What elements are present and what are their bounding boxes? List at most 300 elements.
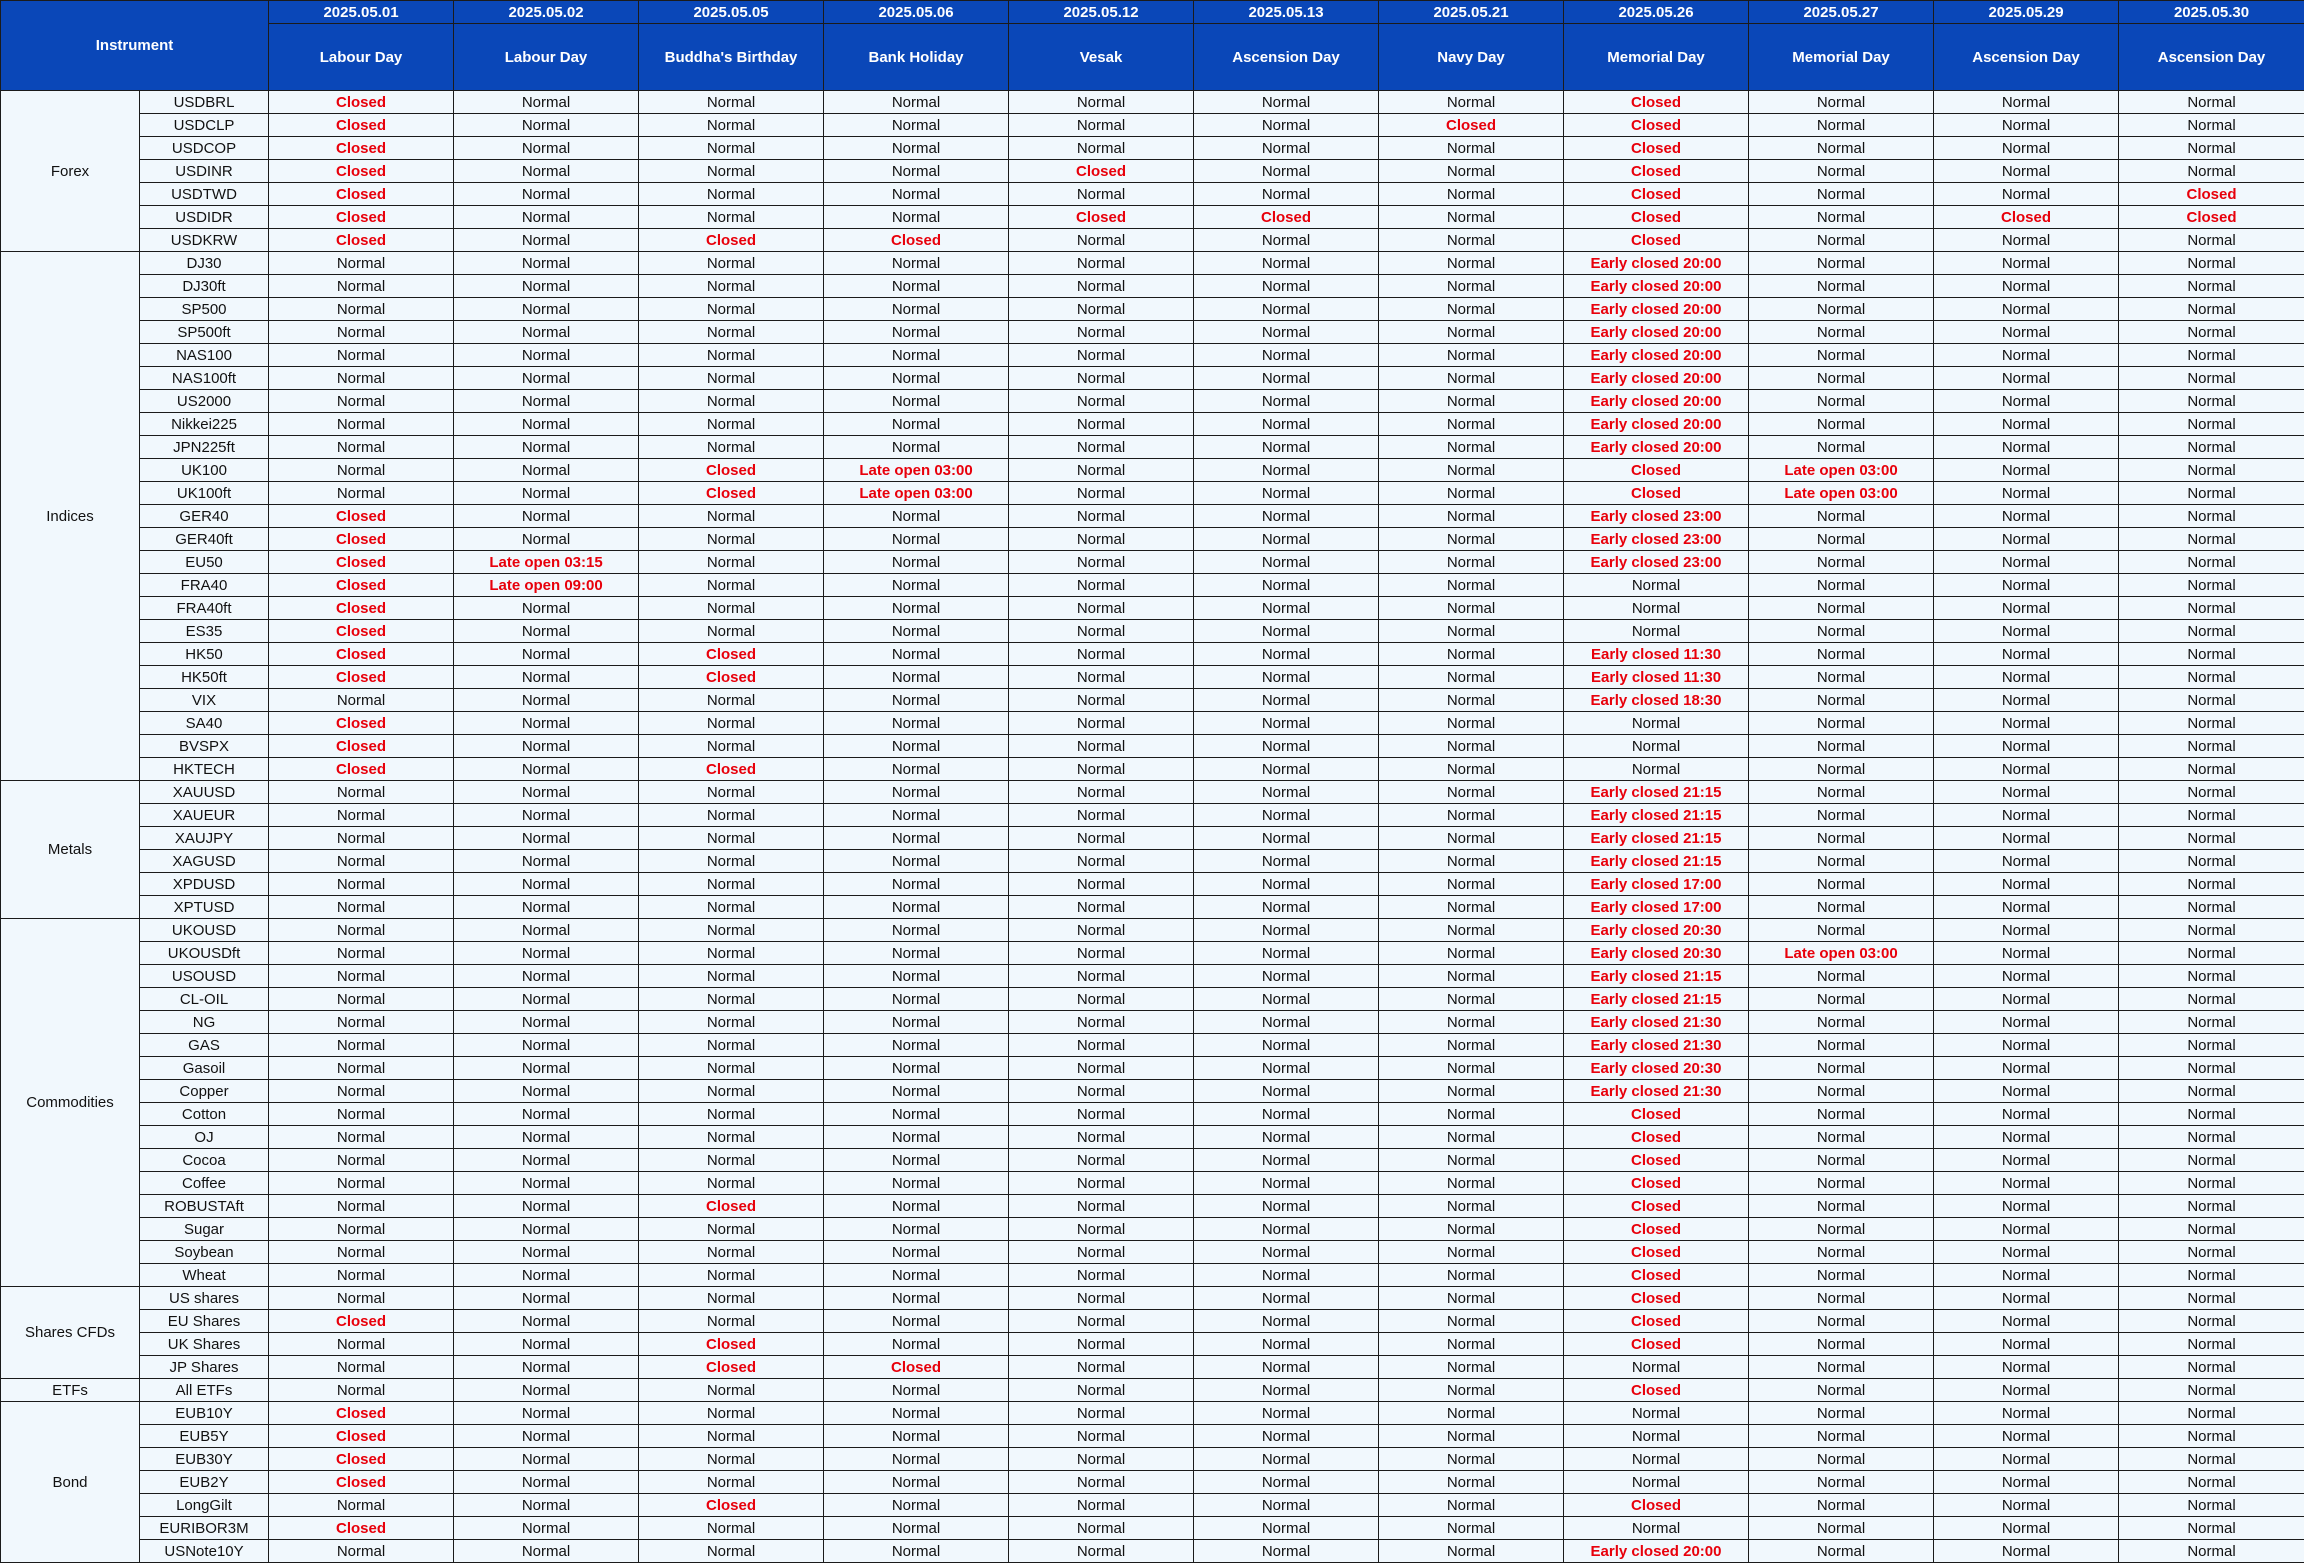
status-cell: Normal [1934, 344, 2119, 367]
status-cell: Normal [2119, 1494, 2304, 1517]
status-cell: Normal [454, 229, 639, 252]
status-cell: Normal [2119, 620, 2304, 643]
status-cell: Normal [2119, 551, 2304, 574]
status-cell: Early closed 20:00 [1564, 436, 1749, 459]
instrument-name: Nikkei225 [140, 413, 269, 436]
status-cell: Normal [454, 482, 639, 505]
status-cell: Normal [269, 873, 454, 896]
status-cell: Normal [269, 1264, 454, 1287]
status-cell: Normal [2119, 942, 2304, 965]
status-cell: Normal [1009, 1195, 1194, 1218]
table-row [1, 735, 2304, 758]
instrument-name: CL-OIL [140, 988, 269, 1011]
instrument-name: HKTECH [140, 758, 269, 781]
status-cell: Normal [1934, 965, 2119, 988]
status-cell: Normal [2119, 850, 2304, 873]
instrument-name: NG [140, 1011, 269, 1034]
status-cell: Normal [1749, 1333, 1934, 1356]
table-row [1, 1379, 2304, 1402]
status-cell: Normal [1379, 1103, 1564, 1126]
instrument-name: USDCOP [140, 137, 269, 160]
status-cell: Normal [1194, 528, 1379, 551]
status-cell: Closed [639, 1333, 824, 1356]
status-cell: Normal [1194, 183, 1379, 206]
status-cell: Normal [1749, 597, 1934, 620]
status-cell: Normal [1379, 1080, 1564, 1103]
status-cell: Normal [639, 1080, 824, 1103]
status-cell: Normal [1379, 597, 1564, 620]
status-cell: Normal [2119, 1333, 2304, 1356]
status-cell: Normal [824, 252, 1009, 275]
status-cell: Normal [454, 1057, 639, 1080]
status-cell: Closed [639, 643, 824, 666]
status-cell: Normal [1009, 551, 1194, 574]
status-cell: Normal [1934, 275, 2119, 298]
status-cell: Normal [1749, 505, 1934, 528]
status-cell: Normal [2119, 804, 2304, 827]
status-cell: Normal [1749, 1517, 1934, 1540]
status-cell: Normal [454, 1356, 639, 1379]
instrument-name: UK100ft [140, 482, 269, 505]
status-cell: Normal [824, 712, 1009, 735]
status-cell: Normal [2119, 597, 2304, 620]
status-cell: Closed [824, 229, 1009, 252]
status-cell: Normal [1934, 1471, 2119, 1494]
status-cell: Normal [1009, 482, 1194, 505]
status-cell: Normal [1194, 413, 1379, 436]
status-cell: Normal [639, 1264, 824, 1287]
table-row [1, 367, 2304, 390]
status-cell: Normal [454, 850, 639, 873]
status-cell: Normal [1379, 1402, 1564, 1425]
status-cell: Normal [1194, 804, 1379, 827]
status-cell: Closed [1564, 1333, 1749, 1356]
status-cell: Normal [639, 252, 824, 275]
status-cell: Normal [1379, 482, 1564, 505]
status-cell: Normal [1379, 1494, 1564, 1517]
instrument-name: XAUJPY [140, 827, 269, 850]
status-cell: Normal [454, 436, 639, 459]
status-cell: Normal [639, 735, 824, 758]
status-cell: Closed [639, 1195, 824, 1218]
table-row [1, 206, 2304, 229]
status-cell: Closed [1564, 1379, 1749, 1402]
status-cell: Normal [1379, 1241, 1564, 1264]
table-row [1, 1034, 2304, 1057]
status-cell: Normal [454, 643, 639, 666]
status-cell: Closed [1564, 229, 1749, 252]
instrument-name: XAGUSD [140, 850, 269, 873]
status-cell: Normal [269, 1494, 454, 1517]
status-cell: Early closed 20:00 [1564, 413, 1749, 436]
status-cell: Normal [2119, 91, 2304, 114]
status-cell: Normal [1934, 942, 2119, 965]
status-cell: Normal [1194, 666, 1379, 689]
table-row [1, 689, 2304, 712]
status-cell: Normal [1009, 850, 1194, 873]
status-cell: Normal [824, 942, 1009, 965]
instrument-name: UK Shares [140, 1333, 269, 1356]
status-cell: Normal [454, 666, 639, 689]
status-cell: Normal [269, 1149, 454, 1172]
status-cell: Normal [1749, 804, 1934, 827]
status-cell: Normal [1194, 1333, 1379, 1356]
status-cell: Normal [454, 114, 639, 137]
instrument-name: HK50ft [140, 666, 269, 689]
status-cell: Normal [1194, 643, 1379, 666]
status-cell: Normal [824, 988, 1009, 1011]
holiday-header: Navy Day [1379, 24, 1564, 91]
instrument-name: UK100 [140, 459, 269, 482]
status-cell: Normal [824, 413, 1009, 436]
status-cell: Closed [639, 482, 824, 505]
status-cell: Normal [1379, 827, 1564, 850]
status-cell: Normal [454, 1011, 639, 1034]
status-cell: Normal [1194, 1379, 1379, 1402]
status-cell: Normal [2119, 482, 2304, 505]
status-cell: Normal [1379, 436, 1564, 459]
status-cell: Normal [1194, 827, 1379, 850]
status-cell: Normal [1379, 1310, 1564, 1333]
status-cell: Normal [2119, 505, 2304, 528]
status-cell: Normal [1379, 160, 1564, 183]
status-cell: Normal [1379, 1218, 1564, 1241]
status-cell: Normal [1194, 712, 1379, 735]
instrument-header: Instrument [1, 1, 269, 91]
status-cell: Normal [1379, 528, 1564, 551]
status-cell: Late open 03:00 [824, 482, 1009, 505]
status-cell: Normal [1749, 137, 1934, 160]
status-cell: Closed [1564, 1494, 1749, 1517]
status-cell: Normal [1009, 114, 1194, 137]
status-cell: Normal [1009, 1057, 1194, 1080]
status-cell: Normal [1564, 597, 1749, 620]
status-cell: Normal [1749, 620, 1934, 643]
holiday-header: Labour Day [269, 24, 454, 91]
table-row [1, 528, 2304, 551]
status-cell: Normal [1934, 1517, 2119, 1540]
table-row [1, 275, 2304, 298]
status-cell: Normal [269, 689, 454, 712]
status-cell: Normal [639, 804, 824, 827]
status-cell: Normal [454, 252, 639, 275]
status-cell: Early closed 21:15 [1564, 827, 1749, 850]
status-cell: Normal [1749, 413, 1934, 436]
status-cell: Closed [2119, 183, 2304, 206]
status-cell: Normal [1009, 1425, 1194, 1448]
status-cell: Normal [1934, 781, 2119, 804]
status-cell: Normal [2119, 1241, 2304, 1264]
status-cell: Late open 03:00 [1749, 459, 1934, 482]
status-cell: Normal [454, 1103, 639, 1126]
status-cell: Normal [454, 758, 639, 781]
status-cell: Normal [1934, 1333, 2119, 1356]
date-header: 2025.05.30 [2119, 1, 2304, 24]
instrument-name: XAUEUR [140, 804, 269, 827]
status-cell: Normal [1194, 850, 1379, 873]
status-cell: Normal [1934, 873, 2119, 896]
status-cell: Normal [1934, 1310, 2119, 1333]
status-cell: Normal [1194, 1149, 1379, 1172]
status-cell: Normal [1194, 1540, 1379, 1563]
status-cell: Closed [1564, 1264, 1749, 1287]
status-cell: Normal [1009, 689, 1194, 712]
status-cell: Normal [1749, 390, 1934, 413]
status-cell: Closed [269, 1517, 454, 1540]
status-cell: Normal [1749, 1448, 1934, 1471]
status-cell: Early closed 21:15 [1564, 850, 1749, 873]
status-cell: Normal [1749, 850, 1934, 873]
status-cell: Normal [454, 988, 639, 1011]
instrument-name: SP500ft [140, 321, 269, 344]
status-cell: Normal [1009, 942, 1194, 965]
status-cell: Normal [2119, 827, 2304, 850]
status-cell: Early closed 23:00 [1564, 505, 1749, 528]
status-cell: Normal [1379, 781, 1564, 804]
status-cell: Normal [1934, 1379, 2119, 1402]
status-cell: Normal [1009, 597, 1194, 620]
status-cell: Normal [1934, 643, 2119, 666]
status-cell: Normal [2119, 965, 2304, 988]
status-cell: Closed [1194, 206, 1379, 229]
status-cell: Normal [824, 1218, 1009, 1241]
status-cell: Normal [269, 1195, 454, 1218]
instrument-name: All ETFs [140, 1379, 269, 1402]
status-cell: Normal [454, 965, 639, 988]
status-cell: Normal [1379, 1471, 1564, 1494]
status-cell: Normal [1009, 1080, 1194, 1103]
holiday-header: Memorial Day [1564, 24, 1749, 91]
table-row [1, 643, 2304, 666]
status-cell: Normal [1194, 965, 1379, 988]
holiday-header: Ascension Day [1194, 24, 1379, 91]
status-cell: Closed [269, 114, 454, 137]
status-cell: Normal [269, 321, 454, 344]
status-cell: Normal [824, 1195, 1009, 1218]
status-cell: Normal [1934, 1264, 2119, 1287]
status-cell: Normal [1379, 1011, 1564, 1034]
status-cell: Normal [1379, 873, 1564, 896]
status-cell: Normal [1194, 1195, 1379, 1218]
status-cell: Closed [639, 666, 824, 689]
status-cell: Normal [639, 1218, 824, 1241]
status-cell: Normal [1934, 712, 2119, 735]
status-cell: Normal [639, 367, 824, 390]
status-cell: Normal [824, 1425, 1009, 1448]
status-cell: Normal [639, 712, 824, 735]
status-cell: Normal [824, 1448, 1009, 1471]
status-cell: Closed [1564, 1287, 1749, 1310]
status-cell: Normal [1009, 827, 1194, 850]
status-cell: Normal [824, 689, 1009, 712]
status-cell: Normal [269, 1218, 454, 1241]
status-cell: Normal [1379, 413, 1564, 436]
status-cell: Early closed 18:30 [1564, 689, 1749, 712]
status-cell: Normal [1009, 459, 1194, 482]
status-cell: Normal [639, 781, 824, 804]
status-cell: Normal [2119, 1103, 2304, 1126]
status-cell: Normal [824, 804, 1009, 827]
status-cell: Normal [2119, 1149, 2304, 1172]
status-cell: Normal [454, 712, 639, 735]
status-cell: Normal [1194, 1356, 1379, 1379]
status-cell: Normal [1934, 1448, 2119, 1471]
status-cell: Normal [639, 827, 824, 850]
status-cell: Normal [1194, 735, 1379, 758]
status-cell: Normal [1379, 643, 1564, 666]
status-cell: Normal [1934, 551, 2119, 574]
status-cell: Normal [824, 758, 1009, 781]
status-cell: Normal [2119, 390, 2304, 413]
status-cell: Normal [269, 896, 454, 919]
status-cell: Normal [1564, 735, 1749, 758]
status-cell: Normal [1934, 1149, 2119, 1172]
status-cell: Normal [1194, 1057, 1379, 1080]
status-cell: Normal [1379, 1448, 1564, 1471]
status-cell: Normal [1009, 896, 1194, 919]
status-cell: Closed [269, 597, 454, 620]
instrument-name: USNote10Y [140, 1540, 269, 1563]
status-cell: Normal [1934, 298, 2119, 321]
table-row [1, 1080, 2304, 1103]
status-cell: Normal [2119, 275, 2304, 298]
status-cell: Normal [1194, 781, 1379, 804]
status-cell: Normal [2119, 1425, 2304, 1448]
table-row [1, 160, 2304, 183]
status-cell: Normal [1934, 919, 2119, 942]
status-cell: Early closed 20:00 [1564, 390, 1749, 413]
status-cell: Normal [824, 344, 1009, 367]
status-cell: Normal [639, 1057, 824, 1080]
status-cell: Normal [639, 436, 824, 459]
status-cell: Normal [824, 850, 1009, 873]
status-cell: Normal [1194, 252, 1379, 275]
instrument-name: EURIBOR3M [140, 1517, 269, 1540]
status-cell: Normal [1934, 413, 2119, 436]
table-row [1, 459, 2304, 482]
status-cell: Normal [1564, 1425, 1749, 1448]
status-cell: Normal [1934, 1287, 2119, 1310]
status-cell: Normal [1379, 850, 1564, 873]
status-cell: Normal [1009, 758, 1194, 781]
table-row [1, 1287, 2304, 1310]
status-cell: Normal [2119, 1080, 2304, 1103]
status-cell: Normal [1194, 758, 1379, 781]
status-cell: Normal [1749, 666, 1934, 689]
status-cell: Normal [269, 1540, 454, 1563]
status-cell: Normal [1009, 528, 1194, 551]
status-cell: Normal [454, 505, 639, 528]
status-cell: Normal [1194, 1425, 1379, 1448]
table-row [1, 1218, 2304, 1241]
status-cell: Closed [269, 1310, 454, 1333]
status-cell: Normal [1194, 436, 1379, 459]
status-cell: Normal [1009, 1310, 1194, 1333]
table-row [1, 919, 2304, 942]
status-cell: Closed [1564, 459, 1749, 482]
status-cell: Normal [639, 298, 824, 321]
table-row [1, 1011, 2304, 1034]
table-row [1, 413, 2304, 436]
group-label: Metals [1, 781, 140, 919]
table-body [1, 91, 2304, 1563]
table-header [1, 1, 2304, 91]
status-cell: Early closed 21:30 [1564, 1034, 1749, 1057]
status-cell: Normal [269, 1241, 454, 1264]
status-cell: Normal [1749, 781, 1934, 804]
status-cell: Normal [2119, 1471, 2304, 1494]
status-cell: Normal [1749, 1241, 1934, 1264]
table-row [1, 781, 2304, 804]
status-cell: Normal [1379, 1057, 1564, 1080]
instrument-name: US2000 [140, 390, 269, 413]
status-cell: Closed [269, 229, 454, 252]
status-cell: Normal [1009, 1103, 1194, 1126]
status-cell: Normal [454, 689, 639, 712]
status-cell: Normal [639, 1379, 824, 1402]
status-cell: Normal [454, 160, 639, 183]
status-cell: Normal [1009, 91, 1194, 114]
status-cell: Normal [1749, 1379, 1934, 1402]
status-cell: Normal [454, 1080, 639, 1103]
status-cell: Normal [1194, 298, 1379, 321]
status-cell: Normal [454, 781, 639, 804]
status-cell: Normal [824, 781, 1009, 804]
status-cell: Early closed 11:30 [1564, 643, 1749, 666]
status-cell: Normal [1009, 804, 1194, 827]
status-cell: Normal [1009, 1471, 1194, 1494]
status-cell: Normal [1749, 1149, 1934, 1172]
status-cell: Normal [1934, 160, 2119, 183]
status-cell: Normal [824, 1149, 1009, 1172]
holiday-header: Bank Holiday [824, 24, 1009, 91]
status-cell: Normal [1194, 390, 1379, 413]
status-cell: Closed [269, 1402, 454, 1425]
status-cell: Normal [1009, 643, 1194, 666]
status-cell: Normal [639, 1517, 824, 1540]
status-cell: Normal [1379, 390, 1564, 413]
status-cell: Early closed 21:15 [1564, 781, 1749, 804]
status-cell: Normal [1934, 620, 2119, 643]
table-row [1, 137, 2304, 160]
status-cell: Normal [639, 689, 824, 712]
status-cell: Early closed 20:00 [1564, 321, 1749, 344]
status-cell: Normal [1194, 505, 1379, 528]
status-cell: Normal [269, 1057, 454, 1080]
status-cell: Normal [1379, 666, 1564, 689]
status-cell: Early closed 17:00 [1564, 873, 1749, 896]
status-cell: Normal [454, 1195, 639, 1218]
status-cell: Normal [1194, 620, 1379, 643]
status-cell: Normal [639, 942, 824, 965]
status-cell: Normal [454, 942, 639, 965]
status-cell: Early closed 11:30 [1564, 666, 1749, 689]
status-cell: Normal [1009, 1264, 1194, 1287]
table-row [1, 758, 2304, 781]
status-cell: Normal [639, 1448, 824, 1471]
status-cell: Normal [1934, 1103, 2119, 1126]
status-cell: Normal [824, 1540, 1009, 1563]
status-cell: Normal [1749, 551, 1934, 574]
status-cell: Normal [824, 643, 1009, 666]
status-cell: Normal [1009, 1218, 1194, 1241]
holiday-header: Ascension Day [2119, 24, 2304, 91]
status-cell: Normal [824, 1310, 1009, 1333]
instrument-name: XPDUSD [140, 873, 269, 896]
table-row [1, 252, 2304, 275]
status-cell: Normal [639, 91, 824, 114]
status-cell: Normal [639, 344, 824, 367]
